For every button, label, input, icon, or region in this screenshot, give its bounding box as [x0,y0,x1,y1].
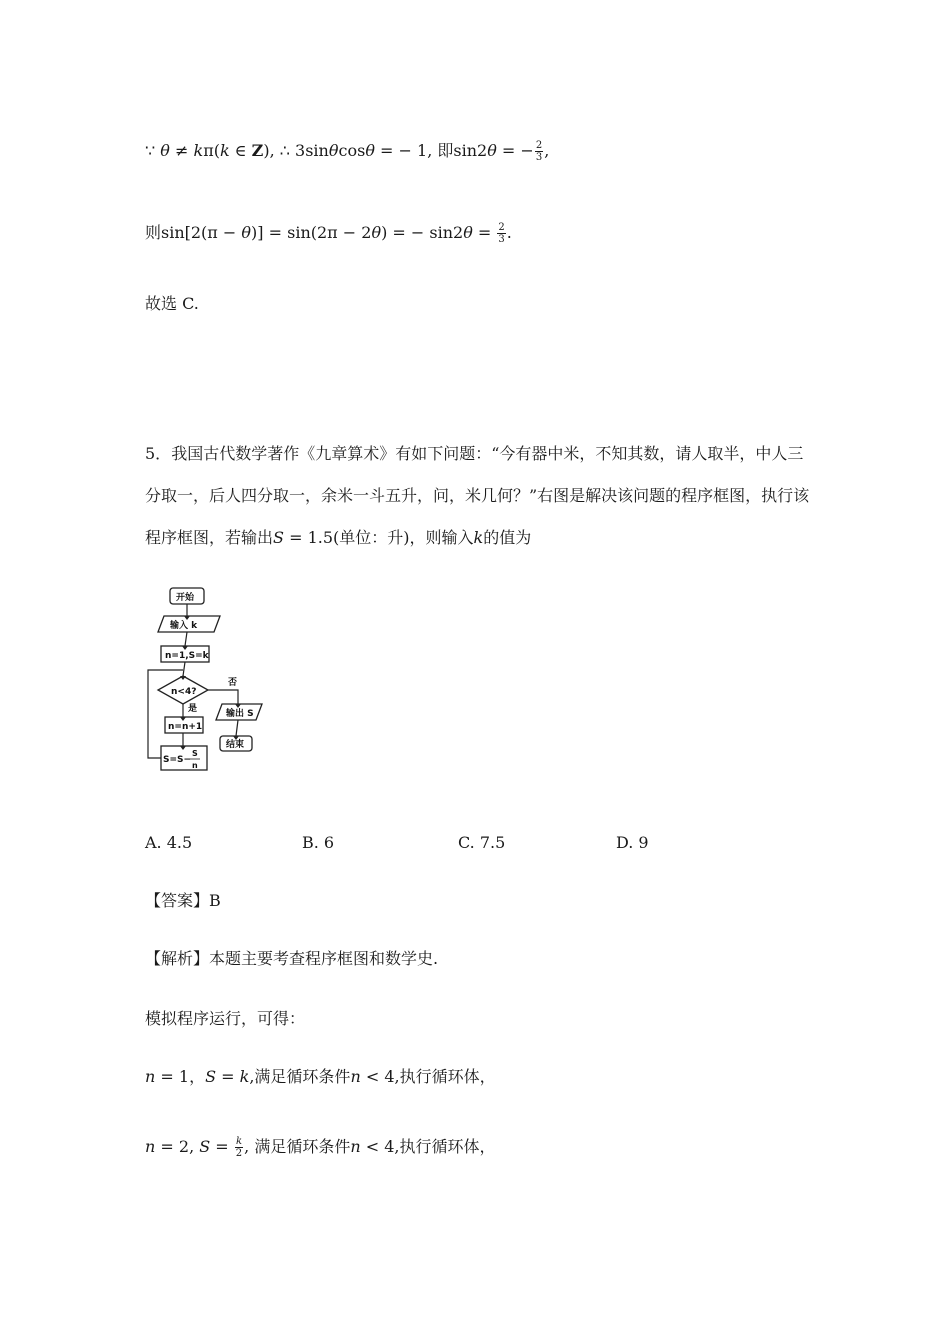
simulation-line: 模拟程序运行，可得： [145,1009,306,1028]
step-2-text: 满足循环条件 [254,1137,351,1156]
flowchart-assign-den: n [192,761,198,770]
flowchart-output-label: 输出 S [226,709,254,719]
flowchart-condition-label: n<4? [171,687,197,697]
question-text-a: 我国古代数学著作《九章算术》有如下问题：“今有器中米，不知其数，请人取半，中人三分取一，后人四分取一，余米一斗五升，问，米几何？”右图是解决该问题的程序框图，执行该程序框图，若输出 [145,444,810,547]
option-b: B. 6 [302,833,335,852]
program-flowchart [140,580,280,780]
question-text-c: 的值为 [483,528,532,547]
question-number: 5． [145,444,172,463]
question-5-text: 5．我国古代数学著作《九章算术》有如下问题：“今有器中米，不知其数，请人取半，中人三分取一，后人四分取一，余米一斗五升，问，米几何？”右图是解决该问题的程序框图，执行该程序框图，若输出S = 1.5(单位：升)，则输入k的值为 [145,444,810,547]
flowchart-no-label: 否 [228,678,238,688]
step-2-text-b: 执行循环体， [399,1137,496,1156]
solution-line-1: ∵ θ ≠ kπ(k ∈ Z), ∴ 3sinθcosθ = − 1, 即sin2θ = − $\frac{2}{3}$ , [145,140,550,163]
flowchart-input-label: 输入 k [170,621,198,631]
step-2-line: n = 2, S = $\frac{k}{2}$ , 满足循环条件n < 4,执行循环体， [145,1136,496,1159]
step-1-text: 满足循环条件 [254,1067,351,1086]
solution-conclusion: 故选 C. [145,294,199,313]
step-1-line: n = 1，S = k,满足循环条件n < 4,执行循环体， [145,1067,496,1086]
option-c: C. 7.5 [458,833,506,852]
answer-line: 【答案】B [145,891,221,910]
flowchart-assign-label: S=S− [163,755,192,765]
analysis-line: 【解析】本题主要考查程序框图和数学史. [145,949,439,968]
flowchart-assign-num: S [192,749,198,758]
flowchart-end-label: 结束 [226,740,245,750]
flowchart-yes-label: 是 [188,704,198,714]
question-text-b: (单位：升)，则输入 [333,528,474,547]
step-1-text-b: 执行循环体， [399,1067,496,1086]
flowchart-increment-label: n=n+1 [168,722,203,732]
solution-line-2: 则sin[2(π − θ)] = sin(2π − 2θ) = − sin2θ = $\frac{2}{3}$ . [145,222,512,245]
flowchart-start-label: 开始 [176,593,195,603]
flowchart-init-label: n=1,S=k [165,651,209,661]
option-a: A. 4.5 [145,833,193,852]
option-d: D. 9 [616,833,649,852]
